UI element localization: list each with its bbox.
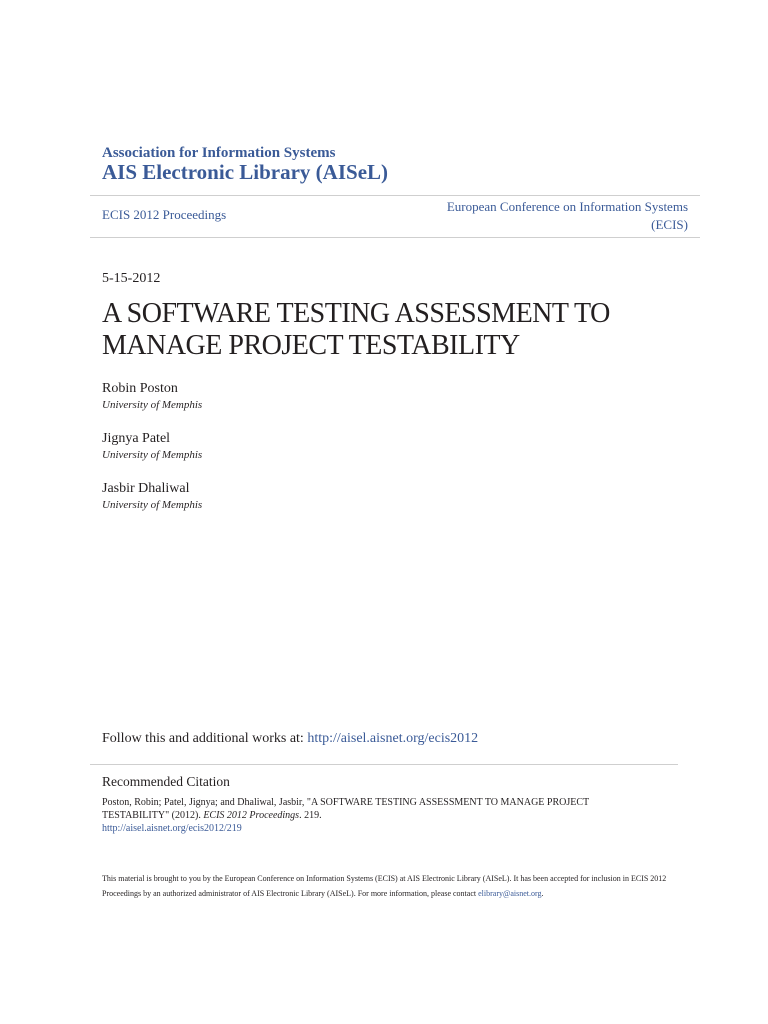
citation-text: Poston, Robin; Patel, Jignya; and Dhaliwal, Jasbir, "A SOFTWARE TESTING ASSESSMENT TO MANAGE PROJECT TESTABILITY" (2012).: [102, 797, 589, 821]
association-name[interactable]: Association for Information Systems: [102, 145, 336, 161]
conference-line-1: European Conference on Information Systems: [446, 199, 688, 214]
notice-end: .: [541, 889, 544, 898]
author-list: [102, 380, 502, 530]
author-name: Robin Poston: [102, 381, 178, 396]
citation-url-link[interactable]: http://aisel.aisnet.org/ecis2012/219: [102, 823, 242, 834]
author-affiliation: University of Memphis: [102, 499, 203, 511]
copyright-notice: [102, 871, 672, 901]
author-affiliation: University of Memphis: [102, 399, 203, 411]
title-line-2: MANAGE PROJECT TESTABILITY: [102, 330, 520, 361]
publication-date: 5-15-2012: [102, 271, 161, 286]
citation-block: [102, 796, 642, 835]
follow-text: Follow this and additional works at:: [102, 731, 308, 746]
author-name: Jignya Patel: [102, 431, 171, 446]
follow-url-link[interactable]: http://aisel.aisnet.org/ecis2012: [307, 731, 479, 746]
title-line-1: A SOFTWARE TESTING ASSESSMENT TO: [102, 298, 610, 329]
author-entry: [102, 430, 502, 480]
top-divider: [90, 195, 700, 196]
conference-line-2: (ECIS): [651, 217, 688, 232]
citation-page: . 219.: [299, 810, 322, 821]
author-entry: [102, 480, 502, 530]
contact-email-link[interactable]: elibrary@aisnet.org: [478, 889, 542, 898]
header-bottom-divider: [90, 237, 700, 238]
follow-line: [102, 731, 478, 747]
author-entry: [102, 380, 502, 430]
conference-link[interactable]: [398, 198, 688, 234]
recommended-citation-heading: Recommended Citation: [102, 774, 230, 789]
citation-divider: [90, 764, 678, 765]
library-name[interactable]: AIS Electronic Library (AISeL): [102, 160, 389, 184]
author-name: Jasbir Dhaliwal: [102, 481, 190, 496]
author-affiliation: University of Memphis: [102, 449, 203, 461]
citation-proceedings: ECIS 2012 Proceedings: [203, 810, 300, 821]
proceedings-link[interactable]: ECIS 2012 Proceedings: [102, 207, 227, 222]
paper-title: [102, 298, 702, 362]
notice-text: This material is brought to you by the European Conference on Information Systems (ECIS) at AIS Electronic Library (AISeL). It has been accepted for inclusion in ECIS 2012 Proceedings by an authorized administrator of AIS Electronic Library (AISeL). For more information, please contact: [102, 874, 667, 898]
